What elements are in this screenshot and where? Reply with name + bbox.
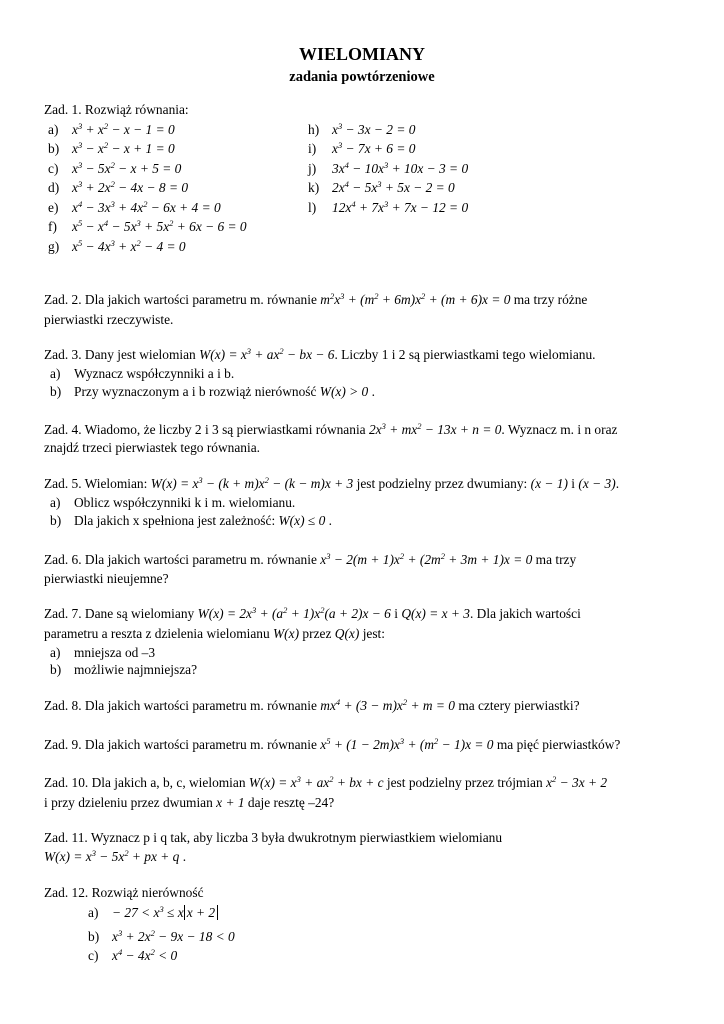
item-label: c)	[88, 948, 99, 963]
item-label: f)	[48, 219, 57, 234]
sub-text: możliwie najmniejsza?	[74, 662, 198, 677]
item-label: c)	[48, 161, 59, 176]
task-7-equation-w: $W(x) = 2x^3 + (a^2 + 1)x^2(a + 2)x - 6$	[197, 605, 391, 621]
task-4-line-1	[44, 421, 617, 439]
task-8-text-end: ma cztery pierwiastki?	[458, 698, 580, 713]
task-4-line-2: znajdź trzeci pierwiastek tego równania.	[44, 440, 261, 455]
equation: $2x^4 - 5x^3 + 5x - 2 = 0$	[332, 179, 455, 195]
item-label: b)	[50, 513, 62, 528]
task-5-factor-2: (x − 3)	[578, 476, 616, 491]
task-3-line-1	[44, 346, 596, 364]
task-8-equation: $mx^4 + (3 - m)x^2 + m = 0$	[320, 697, 455, 713]
equation: $x^3 - 5x^2 - x + 5 = 0$	[72, 160, 182, 176]
sub-text: Wyznacz współczynniki a i b.	[74, 366, 235, 381]
task-7-jest: jest:	[362, 626, 386, 641]
task-1-item	[308, 140, 415, 158]
equation: $12x^4 + 7x^3 + 7x - 12 = 0$	[332, 199, 469, 215]
task-2-text-end: ma trzy różne	[513, 292, 588, 307]
task-11-equation: $W(x) = x^3 - 5x^2$ + px + q	[44, 848, 180, 864]
item-label: b)	[50, 384, 62, 399]
item-label: a)	[88, 905, 99, 920]
item-label: a)	[50, 495, 61, 510]
page-title: WIELOMIANY	[298, 44, 425, 64]
item-label: d)	[48, 180, 60, 195]
task-5-equation: $W(x) = x^3 - (k + m)x^2 - (k - m)x + 3$	[150, 475, 354, 491]
task-5-text: Zad. 5. Wielomian:	[44, 476, 148, 491]
item-label: a)	[50, 645, 61, 660]
item-label: g)	[48, 239, 60, 254]
task-5-factor-1: (x − 1)	[530, 476, 568, 491]
item-label: a)	[48, 122, 59, 137]
task-1-item	[48, 218, 247, 236]
sub-equation: W(x) > 0	[319, 384, 369, 399]
task-3-equation: $W(x) = x^3 + ax^2$ − bx − 6	[199, 346, 335, 362]
task-11-line-2	[44, 848, 186, 866]
task-10-text-end: daje resztę –24?	[247, 795, 335, 810]
equation: $x^3 - x^2 - x + 1 = 0$	[72, 140, 175, 156]
task-1-item	[48, 199, 221, 217]
task-10-text-mid: jest podzielny przez trójmian	[386, 775, 543, 790]
task-1-item	[308, 121, 415, 139]
task-3-sub-a	[50, 365, 234, 383]
task-3-sub-b	[50, 383, 375, 401]
task-1-item	[48, 140, 175, 158]
task-10-line-2	[44, 794, 334, 812]
task-6-text: Zad. 6. Dla jakich wartości parametru m. równanie	[44, 552, 317, 567]
item-label: a)	[50, 366, 61, 381]
inequality: $x^4 - 4x^2 < 0$	[112, 947, 178, 963]
item-label: k)	[308, 180, 320, 195]
task-1-item	[308, 179, 455, 197]
item-label: i)	[308, 141, 317, 156]
sub-text: Przy wyznaczonym a i b rozwiąż nierówność	[74, 384, 317, 399]
task-5-line-1	[44, 475, 619, 493]
equation: $x^5 - x^4 - 5x^3 + 5x^2 + 6x - 6 = 0$	[72, 218, 247, 234]
task-12-item	[88, 947, 177, 965]
task-10-text-2: i przy dzieleniu przez dwumian	[44, 795, 213, 810]
task-1-item	[308, 160, 468, 178]
task-7-equation-q: Q(x) = x + 3	[401, 606, 470, 621]
task-10-text: Zad. 10. Dla jakich a, b, c, wielomian	[44, 775, 246, 790]
item-label: b)	[48, 141, 60, 156]
task-7-sub-a	[50, 644, 155, 662]
task-7-q: Q(x)	[334, 626, 360, 641]
task-7-line-1	[44, 605, 581, 623]
sub-equation: W(x) ≤ 0	[278, 513, 326, 528]
task-7-sub-b	[50, 661, 197, 679]
item-label: h)	[308, 122, 320, 137]
task-2-line-2: pierwiastki rzeczywiste.	[44, 312, 174, 327]
task-1-item	[48, 160, 181, 178]
task-1-item	[48, 179, 188, 197]
task-6-line-1	[44, 551, 576, 569]
task-12-intro: Zad. 12. Rozwiąż nierówność	[44, 885, 204, 900]
equation: $3x^4 - 10x^3 + 10x - 3 = 0$	[332, 160, 469, 176]
task-9-text-end: ma pięć pierwiastków?	[496, 737, 621, 752]
equation: $x^3 + x^2 - x - 1 = 0$	[72, 121, 175, 137]
task-7-text-end: . Dla jakich wartości	[469, 606, 581, 621]
task-2-line-1	[44, 291, 587, 309]
equation: $x^5 - 4x^3 + x^2 - 4 = 0$	[72, 238, 186, 254]
task-5-and: i	[571, 476, 576, 491]
task-12-item	[88, 904, 218, 922]
task-2-text: Zad. 2. Dla jakich wartości parametru m. równanie	[44, 292, 317, 307]
task-7-przez: przez	[302, 626, 332, 641]
task-4-equation: $2x^3 + mx^2 - 13x + n = 0$	[368, 421, 502, 437]
equation: $x^3 - 3x - 2 = 0$	[332, 121, 416, 137]
task-1-item	[48, 121, 175, 139]
task-8-text: Zad. 8. Dla jakich wartości parametru m. równanie	[44, 698, 317, 713]
task-9-text: Zad. 9. Dla jakich wartości parametru m. równanie	[44, 737, 317, 752]
item-label: e)	[48, 200, 59, 215]
task-9-equation: $x^5 + (1 - 2m)x^3 + (m^2 - 1)x = 0$	[320, 736, 494, 752]
task-4-text-end: . Wyznacz m. i n oraz	[501, 422, 618, 437]
task-8-line	[44, 697, 580, 715]
task-11-text-end: .	[182, 849, 187, 864]
task-9-line	[44, 736, 620, 754]
sub-text-end: .	[371, 384, 375, 399]
task-1-item	[48, 238, 186, 256]
equation: $x^3 + 2x^2 - 4x - 8 = 0$	[72, 179, 189, 195]
task-6-line-2: pierwiastki nieujemne?	[44, 571, 169, 586]
task-7-line-2	[44, 625, 385, 643]
task-10-line-1	[44, 774, 607, 792]
task-3-text: Zad. 3. Dany jest wielomian	[44, 347, 196, 362]
sub-text: Dla jakich x spełniona jest zależność:	[74, 513, 276, 528]
task-11-line-1: Zad. 11. Wyznacz p i q tak, aby liczba 3 była dwukrotnym pierwiastkiem wielomianu	[44, 830, 503, 845]
sub-text: Oblicz współczynniki k i m. wielomianu.	[74, 495, 296, 510]
task-5-text-mid: jest podzielny przez dwumiany:	[356, 476, 528, 491]
task-6-equation: $x^3 - 2(m + 1)x^2 + (2m^2 + 3m + 1)x = 0$	[320, 551, 533, 567]
task-10-trinomial: $x^2 - 3x + 2$	[546, 774, 608, 790]
task-4-text: Zad. 4. Wiadomo, że liczby 2 i 3 są pierwiastkami równania	[44, 422, 366, 437]
task-2-equation: $m^2x^3 + (m^2 + 6m)x^2 + (m + 6)x = 0$	[320, 291, 511, 307]
task-5-text-end: .	[615, 476, 620, 491]
task-5-sub-a	[50, 494, 295, 512]
item-label: b)	[50, 662, 62, 677]
page-subtitle: zadania powtórzeniowe	[289, 69, 435, 85]
sub-text: mniejsza od –3	[74, 645, 156, 660]
equation: $x^4 - 3x^3 + 4x^2 - 6x + 4 = 0$	[72, 199, 221, 215]
task-10-equation: $W(x) = x^3 + ax^2$ + bx + c	[248, 774, 384, 790]
task-1-item	[308, 199, 468, 217]
equation: $x^3 - 7x + 6 = 0$	[332, 140, 416, 156]
task-5-sub-b	[50, 512, 332, 530]
item-label: l)	[308, 200, 317, 215]
item-label: j)	[308, 161, 317, 176]
task-7-text-2: parametru a reszta z dzielenia wielomianu	[44, 626, 270, 641]
sub-text-end: .	[328, 513, 333, 528]
task-10-binomial: x + 1	[216, 795, 245, 810]
item-label: b)	[88, 929, 100, 944]
task-6-text-end: ma trzy	[535, 552, 577, 567]
task-12-item	[88, 928, 235, 946]
task-3-text-end: . Liczby 1 i 2 są pierwiastkami tego wielomianu.	[334, 347, 596, 362]
task-7-and: i	[394, 606, 398, 621]
task-7-text: Zad. 7. Dane są wielomiany	[44, 606, 195, 621]
inequality: $x^3 + 2x^2 - 9x - 18 < 0$	[112, 928, 235, 944]
task-7-w: W(x)	[273, 626, 300, 641]
task-1-intro: Zad. 1. Rozwiąż równania:	[44, 102, 189, 117]
inequality: − $27 < x^3 \le x$ x + 2	[112, 905, 218, 920]
